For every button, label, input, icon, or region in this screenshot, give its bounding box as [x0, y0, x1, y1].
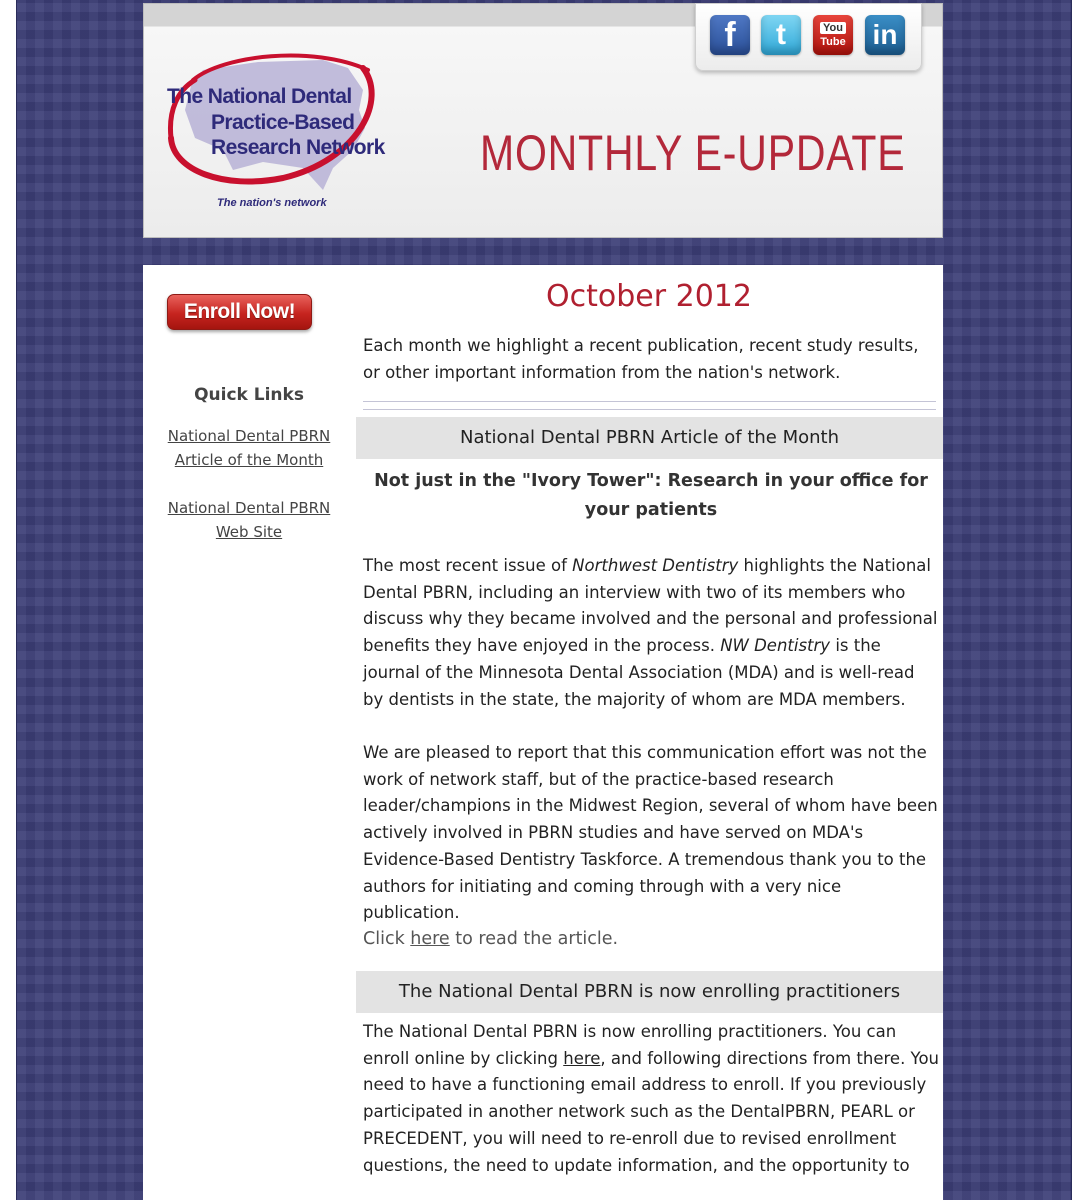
article-title: Not just in the "Ivory Tower": Research in your office for your patients — [374, 471, 928, 520]
linkedin-icon[interactable] — [865, 15, 905, 55]
article-paragraph-1 — [363, 553, 939, 713]
divider-bottom — [363, 409, 936, 410]
section-heading-enrolling: The National Dental PBRN is now enrolling practitioners — [356, 971, 943, 1013]
quick-link-article-of-month[interactable] — [165, 424, 333, 472]
enroll-now-button[interactable]: Enroll Now! — [167, 294, 312, 330]
enrolling-paragraph — [363, 1019, 939, 1179]
social-links-bar — [695, 3, 922, 71]
enroll-text-a: The National Dental PBRN is now enrolling practitioners. You can enroll online by clicking — [363, 1022, 897, 1068]
newsletter-title: MONTHLY E-UPDATE — [480, 125, 906, 181]
quick-links-title: Quick Links — [194, 385, 304, 405]
network-logo — [163, 50, 383, 215]
click-prefix: Click — [363, 929, 411, 949]
quick-link-article-line-1[interactable]: National Dental PBRN — [167, 427, 331, 445]
twitter-glyph: t — [776, 18, 786, 51]
youtube-icon[interactable] — [813, 15, 853, 55]
quick-link-website-line-2[interactable]: Web Site — [215, 523, 283, 541]
quick-link-web-site[interactable] — [165, 496, 333, 544]
logo-text-line-1: The National Dental — [167, 85, 352, 108]
p1-journal-short-name: NW Dentistry — [720, 636, 831, 656]
twitter-icon[interactable] — [761, 15, 801, 55]
intro-paragraph: Each month we highlight a recent publication, recent study results, or other important information from the nation's network. — [363, 336, 919, 382]
facebook-icon[interactable] — [710, 15, 750, 55]
article-paragraph-2: We are pleased to report that this communication effort was not the work of network staff, but of the practice-based research leader/champions in the Midwest Region, several of whom have been actively involved in PBRN studies and have served on MDA's Evidence-Based Dentistry Taskforce. A tremendous thank you to the authors for initiating and coming through with a very nice publication. — [363, 743, 938, 923]
facebook-glyph: f — [724, 15, 736, 54]
p1-text-b: highlights the National Dental PBRN, including an interview with two of its members who discuss why they became involved and the personal and professional benefits they have enjoyed in the process. — [363, 556, 938, 656]
youtube-glyph-top: You — [820, 22, 846, 34]
linkedin-glyph: in — [872, 19, 898, 50]
read-article-line — [363, 929, 618, 949]
enroll-online-link[interactable]: here — [563, 1048, 601, 1068]
read-article-link[interactable]: here — [410, 929, 450, 949]
youtube-glyph-bottom: Tube — [820, 36, 846, 48]
p1-text-a: The most recent issue of — [363, 556, 573, 575]
p1-text-c: is the journal of the Minnesota Dental Association (MDA) and is well-read by dentists in the state, the majority of whom are MDA members. — [363, 636, 915, 709]
divider-top — [363, 401, 936, 402]
click-suffix: to read the article. — [449, 929, 619, 949]
quick-link-article-line-2[interactable]: Article of the Month — [174, 451, 324, 469]
quick-link-website-line-1[interactable]: National Dental PBRN — [167, 499, 331, 517]
issue-month-title: October 2012 — [546, 279, 752, 314]
logo-text-line-3: Research Network — [211, 136, 385, 159]
logo-text-line-2: Practice-Based — [211, 111, 355, 134]
logo-tagline: The nation's network — [217, 197, 327, 209]
p1-journal-name: Northwest Dentistry — [572, 556, 739, 575]
section-heading-article: National Dental PBRN Article of the Month — [356, 417, 943, 459]
enroll-text-b: , and following directions from there. You need to have a functioning email address to enroll. If you previously participated in another network such as the DentalPBRN, PEARL or PRECEDENT, you will need to re-enroll due to revised enrollment questions, the need to update information, and the opportunity to — [363, 1048, 939, 1175]
